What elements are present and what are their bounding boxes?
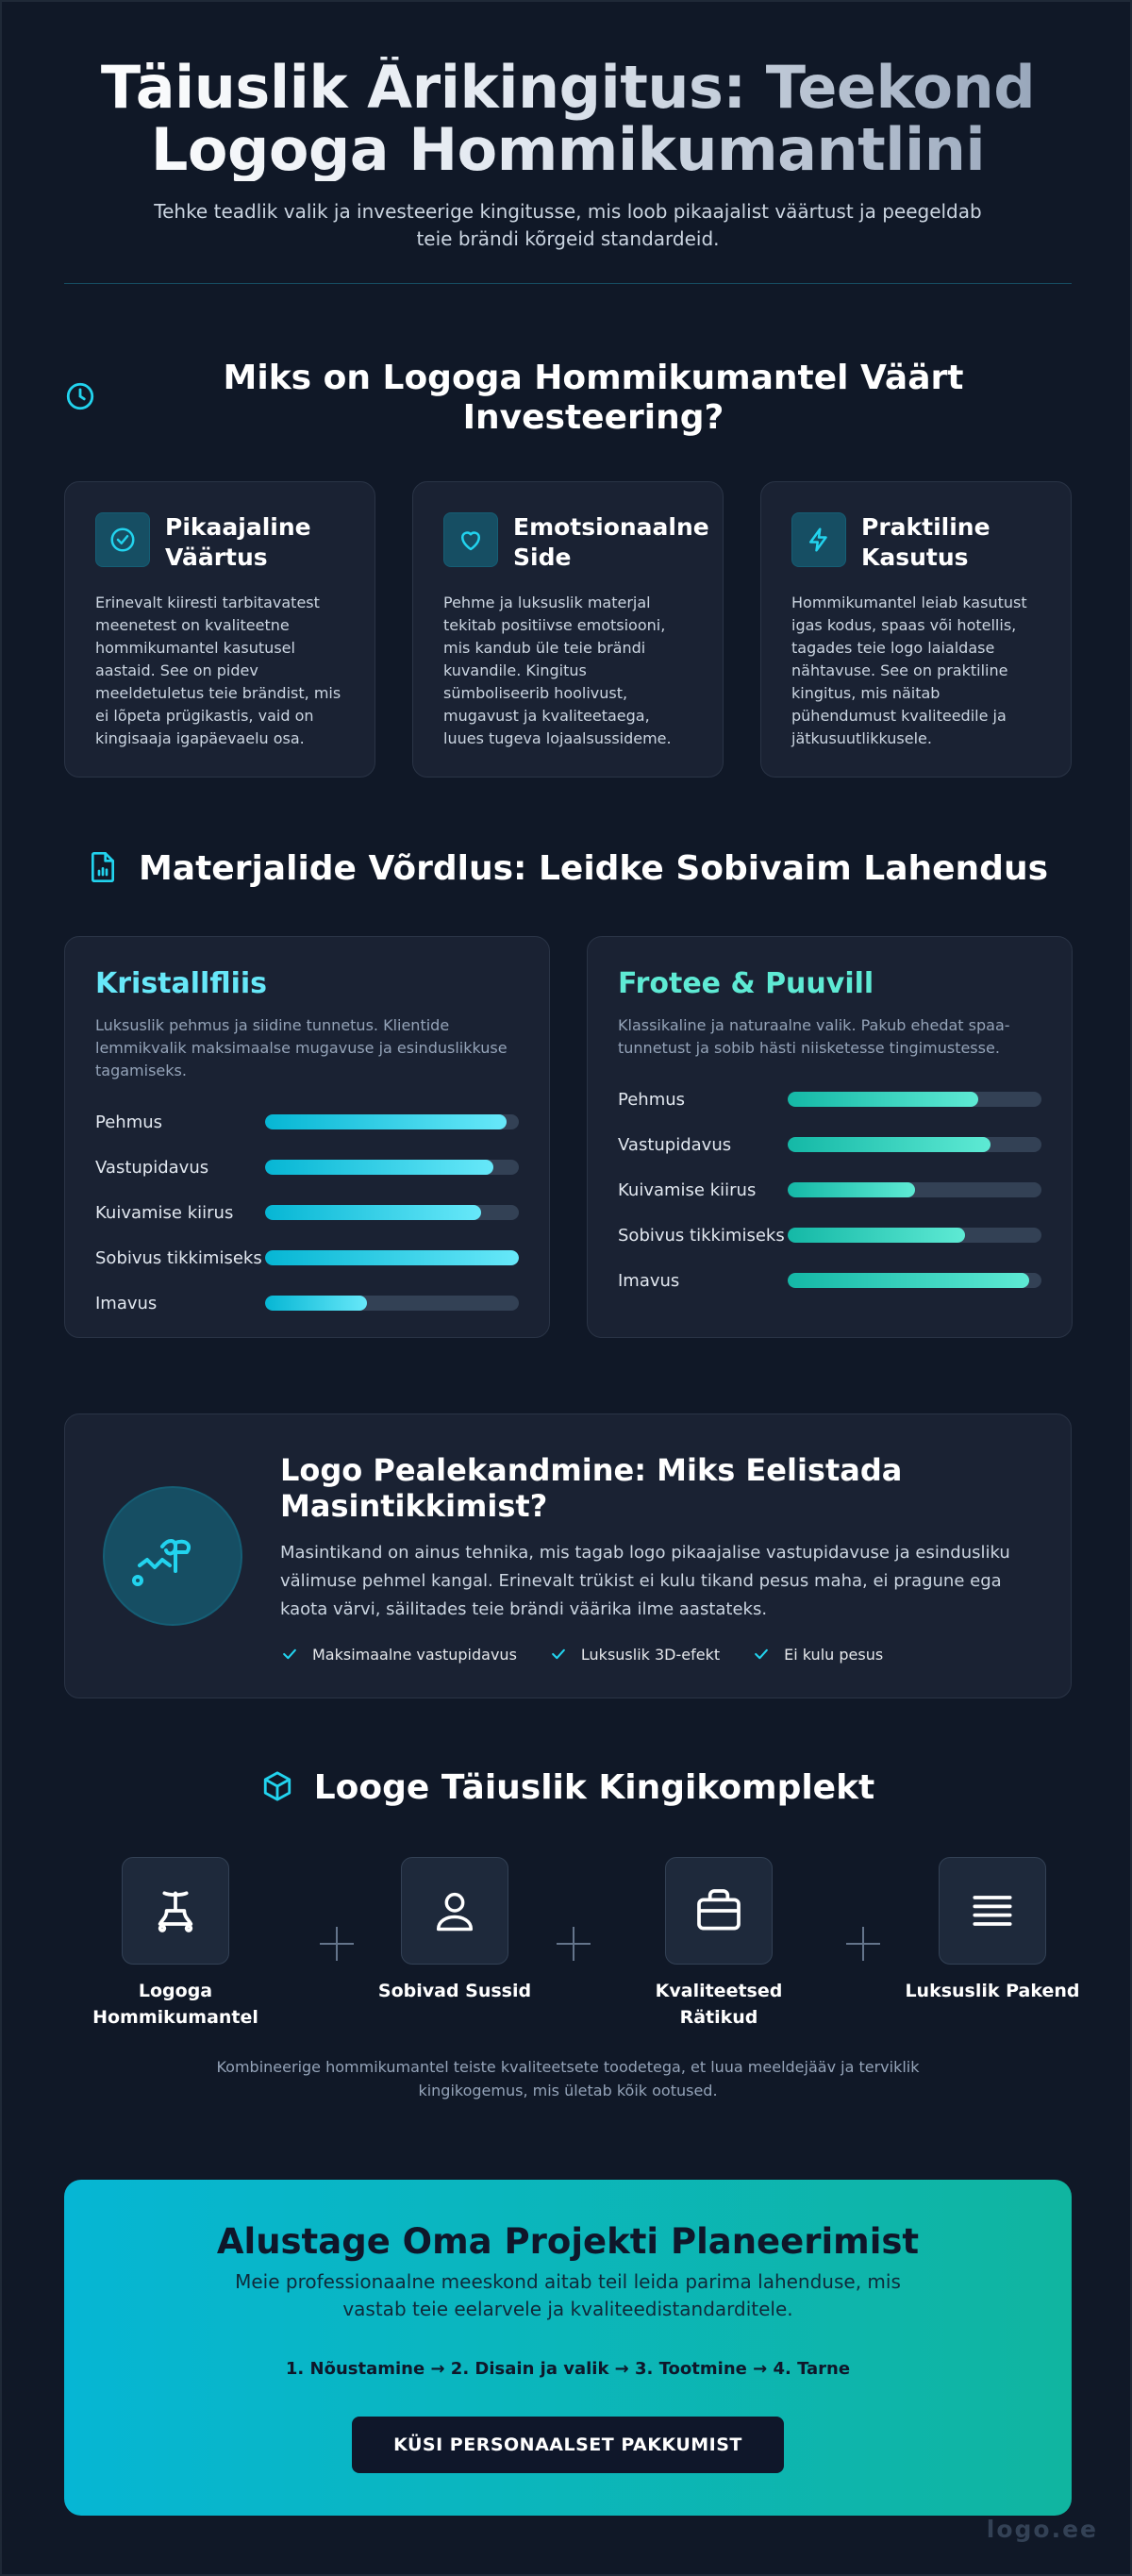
kit-note: Kombineerige hommikumantel teiste kvaliteetsete toodetega, et luua meeldejääv ja terviklik kingikogemus, mis ületab kõik ootused.: [216, 2058, 920, 2099]
benefit-label: Maksimaalne vastupidavus: [312, 1645, 517, 1664]
heart-icon: [443, 512, 498, 567]
why-card-title: Emotsionaalne Side: [513, 513, 709, 571]
rating-track: [788, 1092, 1041, 1107]
rating-label: Vastupidavus: [618, 1134, 732, 1155]
rating-fill: [265, 1296, 367, 1311]
signature-icon: [103, 1486, 242, 1626]
rating-label: Imavus: [618, 1270, 680, 1291]
cta-title: Alustage Oma Projekti Planeerimist: [216, 2221, 920, 2262]
rating-track: [265, 1114, 519, 1129]
embroidery-title: Logo Pealekandmine: Miks Eelistada Masintikkimist?: [280, 1452, 903, 1524]
user-icon: [401, 1857, 508, 1965]
material-title: Frotee & Puuvill: [618, 967, 874, 1000]
plus-icon: [846, 1927, 880, 1961]
rating-label: Pehmus: [95, 1112, 163, 1132]
material-description: Klassikaline ja naturaalne valik. Pakub ehedat spaa-tunnetust ja sobib hästi niisketesse tingimustesse.: [618, 1016, 1010, 1057]
lightning-icon: [791, 512, 846, 567]
rating-label: Kuivamise kiirus: [618, 1179, 757, 1200]
why-card-practical: [760, 481, 1072, 778]
why-card-title: Pikaajaline Väärtus: [165, 513, 311, 571]
document-chart-icon: [88, 850, 118, 888]
rating-label: Pehmus: [618, 1089, 686, 1110]
rating-row: [95, 1099, 519, 1145]
rating-fill: [265, 1205, 481, 1220]
benefit-item: [549, 1645, 720, 1664]
embroidery-text: Masintikand on ainus tehnika, mis tagab logo pikaajalise vastupidavuse ja esindusliku välimuse pehmel kangal. Erinevalt trükist ei kulu tikand pesus maha, ei pragune ega kaota värvi, säilitades teie brändi väärika ilme aastateks.: [280, 1543, 1010, 1619]
materials-title: Materjalide Võrdlus: Leidke Sobivaim Lahendus: [138, 849, 1049, 888]
watermark-logo: logo.ee: [986, 2516, 1098, 2543]
rating-row: [618, 1077, 1041, 1122]
why-card-text: Erinevalt kiiresti tarbitavatest meenetest on kvaliteetne hommikumantel kasutusel aastaid. See on pidev meeldetuletus teie brändist, mis ei lõpeta prügikastis, vaid on kingisaaja igapäevaelu osa.: [95, 594, 341, 747]
why-card-title: Praktiline Kasutus: [861, 513, 990, 571]
why-card-text: Pehme ja luksuslik materjal tekitab positiivse emotsiooni, mis kandub üle teie brändi kuvandile. Kingitus sümboliseerib hoolivust, mugavust ja kvaliteetaega, luues tugeva lojaalsussideme.: [443, 594, 672, 747]
rating-label: Vastupidavus: [95, 1157, 209, 1178]
cta-text: Meie professionaalne meeskond aitab teil leida parima lahenduse, mis vastab teie eelarvele ja kvaliteedistandarditele.: [235, 2270, 901, 2320]
rating-row: [618, 1213, 1041, 1258]
kit-item-label: Kvaliteetsed Rätikud: [655, 1981, 783, 2028]
rating-track: [265, 1296, 519, 1311]
kit-section-title: [64, 1768, 1072, 1808]
hero-title: Täiuslik Ärikingitus: Teekond Logoga Hommikumantlini: [64, 57, 1072, 181]
kit-item-label: Logoga Hommikumantel: [92, 1981, 258, 2028]
kit-item-slippers: [351, 1857, 558, 2004]
rating-fill: [265, 1114, 507, 1129]
benefit-item: [280, 1645, 517, 1664]
benefit-item: [752, 1645, 883, 1664]
hero-divider: [64, 283, 1072, 284]
rating-fill: [265, 1250, 519, 1265]
plus-icon: [320, 1927, 354, 1961]
why-card-emotion: [412, 481, 724, 778]
request-offer-button[interactable]: KÜSI PERSONAALSET PAKKUMIST: [352, 2417, 784, 2473]
why-card-value: [64, 481, 375, 778]
rating-row: [618, 1258, 1041, 1303]
rating-track: [265, 1160, 519, 1175]
why-card-text: Hommikumantel leiab kasutust igas kodus, spaas või hotellis, tagades teie logo laialdase nähtavuse. See on praktiline kingitus, mis näitab pühendumust kvaliteedile ja jätkusuutlikkusele.: [791, 594, 1027, 747]
materials-section-title: [64, 849, 1072, 889]
check-icon: [752, 1645, 771, 1664]
material-card-terry: [587, 936, 1073, 1338]
rating-label: Imavus: [95, 1293, 158, 1313]
cta-banner: [64, 2180, 1072, 2516]
material-title: Kristallfliis: [95, 967, 267, 1000]
rating-row: [618, 1122, 1041, 1167]
rating-fill: [788, 1228, 965, 1243]
rating-track: [788, 1228, 1041, 1243]
embroidery-card: [64, 1413, 1072, 1698]
hero: [64, 53, 1072, 253]
benefit-label: Luksuslik 3D-efekt: [580, 1645, 721, 1664]
rating-label: Sobivus tikkimiseks: [95, 1247, 262, 1268]
material-description: Luksuslik pehmus ja siidine tunnetus. Klientide lemmikvalik maksimaalse mugavuse ja esinduslikkuse tagamiseks.: [95, 1016, 508, 1079]
check-icon: [549, 1645, 568, 1664]
clock-icon: [64, 380, 96, 416]
benefit-label: Ei kulu pesus: [784, 1645, 884, 1664]
material-card-fleece: [64, 936, 550, 1338]
rating-fill: [788, 1182, 915, 1197]
rating-fill: [265, 1160, 493, 1175]
rating-row: [95, 1190, 519, 1235]
why-title: Miks on Logoga Hommikumantel Väärt Investeering?: [223, 359, 964, 437]
material-bars: [95, 1099, 519, 1326]
rating-fill: [788, 1092, 978, 1107]
kit-title: Looge Täiuslik Kingikomplekt: [313, 1768, 875, 1807]
cube-icon: [261, 1770, 293, 1806]
hero-subtitle: Tehke teadlik valik ja investeerige kingitusse, mis loob pikaajalist väärtust ja peegeldab teie brändi kõrgeid standardeid.: [154, 200, 982, 250]
rating-track: [788, 1137, 1041, 1152]
rating-track: [265, 1250, 519, 1265]
rating-track: [788, 1273, 1041, 1288]
rating-row: [95, 1145, 519, 1190]
check-circle-icon: [95, 512, 150, 567]
kit-item-towels: [615, 1857, 823, 2031]
kit-item-robe: [72, 1857, 279, 2031]
why-section-title: [64, 359, 1072, 438]
plus-icon: [557, 1927, 591, 1961]
rating-label: Sobivus tikkimiseks: [618, 1225, 785, 1246]
menu-lines-icon: [939, 1857, 1046, 1965]
check-icon: [280, 1645, 299, 1664]
rating-fill: [788, 1137, 990, 1152]
kit-item-label: Luksuslik Pakend: [905, 1981, 1080, 2001]
rating-fill: [788, 1273, 1029, 1288]
rating-label: Kuivamise kiirus: [95, 1202, 234, 1223]
bag-icon: [665, 1857, 773, 1965]
kit-item-label: Sobivad Sussid: [377, 1981, 532, 2001]
embroidery-benefits: [280, 1645, 1035, 1664]
kit-item-package: [889, 1857, 1096, 2004]
rating-row: [95, 1280, 519, 1326]
bathrobe-icon: [122, 1857, 229, 1965]
cta-steps: 1. Nõustamine → 2. Disain ja valik → 3. Tootmine → 4. Tarne: [285, 2359, 851, 2379]
rating-track: [265, 1205, 519, 1220]
rating-row: [95, 1235, 519, 1280]
rating-row: [618, 1167, 1041, 1213]
material-bars: [618, 1077, 1041, 1303]
rating-track: [788, 1182, 1041, 1197]
